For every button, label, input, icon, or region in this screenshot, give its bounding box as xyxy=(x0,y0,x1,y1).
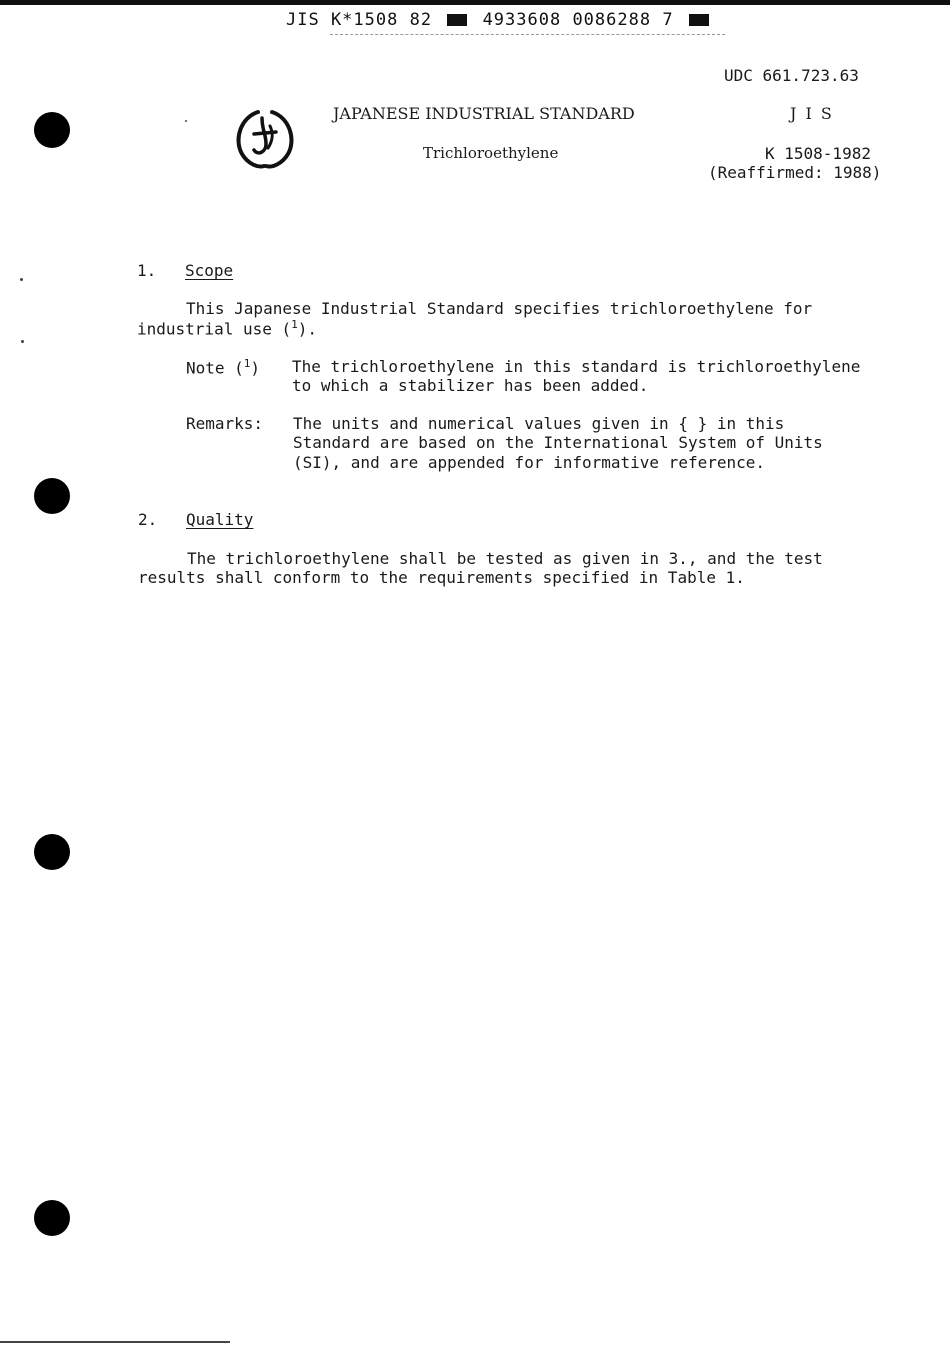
section-title-scope: Scope xyxy=(185,261,234,280)
note-label: Note ($^1$) xyxy=(186,357,261,378)
standard-number: K 1508-1982 xyxy=(765,144,871,163)
punch-hole xyxy=(34,478,70,514)
scan-speck xyxy=(21,340,24,343)
document-title: Trichloroethylene xyxy=(423,144,559,162)
punch-hole xyxy=(34,834,70,870)
note-line: to which a stabilizer has been added. xyxy=(292,376,649,395)
scan-top-border xyxy=(0,0,950,5)
punch-hole xyxy=(34,1200,70,1236)
scope-body-line: industrial use ($^1$). xyxy=(137,318,318,339)
scan-artifact-dashes xyxy=(330,34,725,37)
scan-block-mark xyxy=(447,14,467,26)
scan-code-part2: 4933608 0086288 7 xyxy=(482,10,674,30)
remarks-line: Standard are based on the International System of Units xyxy=(293,433,823,452)
jis-logo-icon xyxy=(232,104,298,170)
remarks-label: Remarks: xyxy=(186,414,264,433)
section-number: 1. xyxy=(137,261,157,280)
quality-body-line: The trichloroethylene shall be tested as given in 3., and the test xyxy=(187,549,823,568)
punch-hole xyxy=(34,112,70,148)
scan-code-part1: JIS K*1508 82 xyxy=(286,10,433,30)
scan-bottom-border xyxy=(0,1341,230,1343)
scope-body-line: This Japanese Industrial Standard specifies trichloroethylene for xyxy=(186,299,813,318)
section-title-quality: Quality xyxy=(186,510,254,529)
scan-speck xyxy=(20,278,23,281)
organization-title: JAPANESE INDUSTRIAL STANDARD xyxy=(333,104,635,123)
reaffirmed-date: (Reaffirmed: 1988) xyxy=(708,163,882,182)
jis-mark-text: J I S xyxy=(790,104,834,123)
section-number: 2. xyxy=(138,510,158,529)
udc-number: UDC 661.723.63 xyxy=(724,66,859,85)
remarks-line: The units and numerical values given in { } in this xyxy=(293,414,785,433)
quality-body-line: results shall conform to the requirements specified in Table 1. xyxy=(138,568,745,587)
remarks-line: (SI), and are appended for informative reference. xyxy=(293,453,766,472)
scan-block-mark xyxy=(689,14,709,26)
scan-speck xyxy=(185,120,187,122)
note-line: The trichloroethylene in this standard is trichloroethylene xyxy=(292,357,861,376)
scan-header-code xyxy=(286,10,713,30)
